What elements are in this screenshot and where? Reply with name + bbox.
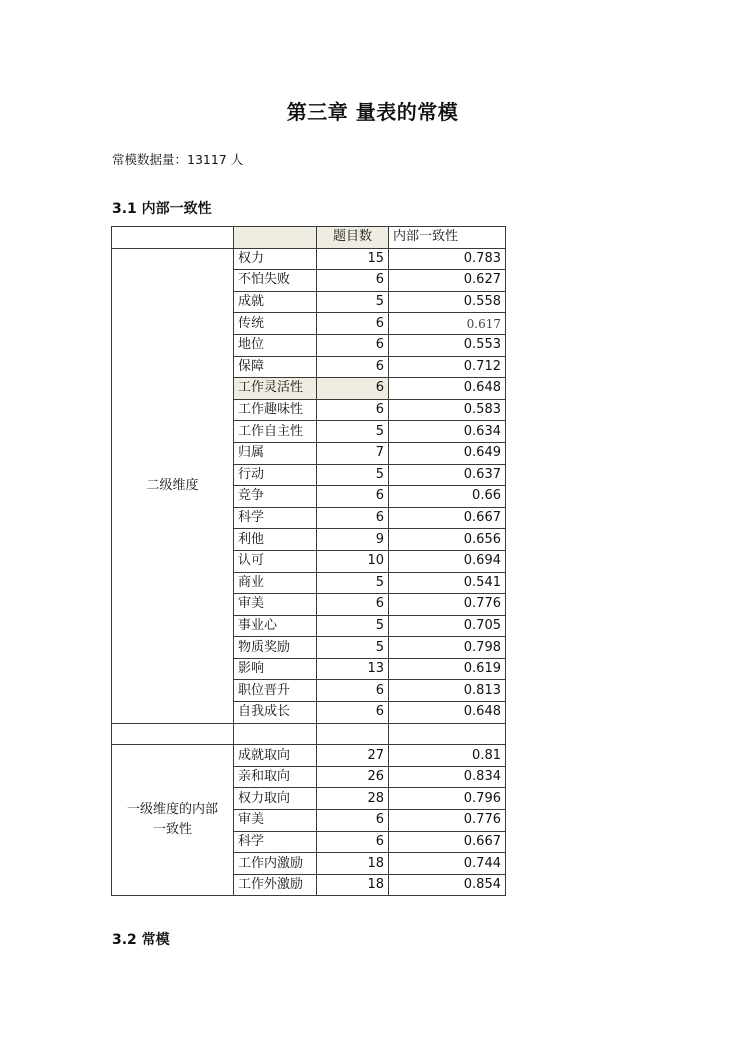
dimension-name-cell: 物质奖励	[234, 637, 317, 659]
dimension-name-cell: 成就取向	[234, 745, 317, 767]
dimension-name-cell: 工作内激励	[234, 853, 317, 875]
item-count-cell: 18	[317, 853, 389, 875]
header-items-cell: 题目数	[317, 227, 389, 249]
internal-consistency-table	[111, 226, 506, 896]
alpha-cell: 0.656	[389, 529, 506, 551]
dimension-name-cell: 竞争	[234, 486, 317, 508]
alpha-cell: 0.81	[389, 745, 506, 767]
item-count-cell: 6	[317, 831, 389, 853]
dimension-name-cell: 工作趣味性	[234, 399, 317, 421]
alpha-cell: 0.648	[389, 702, 506, 724]
alpha-cell: 0.744	[389, 853, 506, 875]
dimension-name-cell: 工作灵活性	[234, 378, 317, 400]
alpha-cell: 0.634	[389, 421, 506, 443]
alpha-cell: 0.648	[389, 378, 506, 400]
table-spacer-row	[112, 723, 506, 745]
empty-cell	[317, 723, 389, 745]
item-count-cell: 5	[317, 291, 389, 313]
dimension-name-cell: 自我成长	[234, 702, 317, 724]
item-count-cell: 5	[317, 464, 389, 486]
alpha-cell: 0.66	[389, 486, 506, 508]
alpha-cell: 0.776	[389, 810, 506, 832]
item-count-cell: 6	[317, 507, 389, 529]
dimension-name-cell: 利他	[234, 529, 317, 551]
item-count-cell: 26	[317, 766, 389, 788]
dimension-name-cell: 保障	[234, 356, 317, 378]
alpha-cell: 0.813	[389, 680, 506, 702]
alpha-cell: 0.783	[389, 248, 506, 270]
item-count-cell: 28	[317, 788, 389, 810]
dimension-name-cell: 工作自主性	[234, 421, 317, 443]
header-name-cell	[234, 227, 317, 249]
dimension-name-cell: 权力取向	[234, 788, 317, 810]
group-label-line: 一级维度的内部	[126, 802, 218, 818]
alpha-cell: 0.667	[389, 507, 506, 529]
item-count-cell: 6	[317, 680, 389, 702]
item-count-cell: 6	[317, 378, 389, 400]
item-count-cell: 6	[317, 313, 389, 335]
dimension-name-cell: 科学	[234, 831, 317, 853]
dimension-name-cell: 认可	[234, 550, 317, 572]
table-body	[112, 227, 506, 896]
empty-cell	[234, 723, 317, 745]
alpha-cell: 0.798	[389, 637, 506, 659]
item-count-cell: 10	[317, 550, 389, 572]
dimension-name-cell: 审美	[234, 594, 317, 616]
item-count-cell: 15	[317, 248, 389, 270]
alpha-cell: 0.705	[389, 615, 506, 637]
alpha-cell: 0.541	[389, 572, 506, 594]
item-count-cell: 9	[317, 529, 389, 551]
item-count-cell: 6	[317, 399, 389, 421]
dimension-name-cell: 审美	[234, 810, 317, 832]
primary-dimension-group-cell	[112, 745, 234, 896]
item-count-cell: 6	[317, 810, 389, 832]
alpha-cell: 0.583	[389, 399, 506, 421]
dimension-name-cell: 不怕失败	[234, 270, 317, 292]
item-count-cell: 5	[317, 421, 389, 443]
dimension-name-cell: 科学	[234, 507, 317, 529]
alpha-cell: 0.776	[389, 594, 506, 616]
item-count-cell: 5	[317, 615, 389, 637]
item-count-cell: 6	[317, 334, 389, 356]
dimension-name-cell: 商业	[234, 572, 317, 594]
item-count-cell: 5	[317, 637, 389, 659]
table-row	[112, 745, 506, 767]
alpha-cell: 0.854	[389, 874, 506, 896]
alpha-cell: 0.796	[389, 788, 506, 810]
alpha-cell: 0.834	[389, 766, 506, 788]
item-count-cell: 27	[317, 745, 389, 767]
alpha-cell: 0.649	[389, 442, 506, 464]
norm-sample-size: 常模数据量：13117 人	[112, 152, 244, 167]
item-count-cell: 6	[317, 702, 389, 724]
header-alpha-cell: 内部一致性	[389, 227, 506, 249]
section-heading-norms: 3.2 常模	[112, 932, 170, 948]
item-count-cell: 18	[317, 874, 389, 896]
section-heading-internal-consistency: 3.1 内部一致性	[112, 201, 212, 217]
dimension-name-cell: 事业心	[234, 615, 317, 637]
dimension-name-cell: 职位晋升	[234, 680, 317, 702]
alpha-cell: 0.558	[389, 291, 506, 313]
dimension-name-cell: 权力	[234, 248, 317, 270]
item-count-cell: 6	[317, 356, 389, 378]
item-count-cell: 6	[317, 594, 389, 616]
item-count-cell: 13	[317, 658, 389, 680]
item-count-cell: 5	[317, 572, 389, 594]
chapter-title: 第三章 量表的常模	[286, 100, 459, 124]
dimension-name-cell: 行动	[234, 464, 317, 486]
group-label-line: 一致性	[152, 822, 192, 838]
empty-cell	[112, 723, 234, 745]
alpha-cell: 0.712	[389, 356, 506, 378]
secondary-dimension-group-cell: 二级维度	[112, 248, 234, 723]
dimension-name-cell: 成就	[234, 291, 317, 313]
alpha-cell: 0.667	[389, 831, 506, 853]
item-count-cell: 6	[317, 270, 389, 292]
dimension-name-cell: 地位	[234, 334, 317, 356]
dimension-name-cell: 影响	[234, 658, 317, 680]
item-count-cell: 6	[317, 486, 389, 508]
dimension-name-cell: 工作外激励	[234, 874, 317, 896]
alpha-cell: 0.627	[389, 270, 506, 292]
alpha-cell: 0.619	[389, 658, 506, 680]
alpha-cell: 0.617	[389, 313, 506, 335]
dimension-name-cell: 亲和取向	[234, 766, 317, 788]
empty-cell	[389, 723, 506, 745]
header-group-cell	[112, 227, 234, 249]
table-row	[112, 248, 506, 270]
alpha-cell: 0.694	[389, 550, 506, 572]
table-header-row	[112, 227, 506, 249]
dimension-name-cell: 传统	[234, 313, 317, 335]
dimension-name-cell: 归属	[234, 442, 317, 464]
alpha-cell: 0.553	[389, 334, 506, 356]
item-count-cell: 7	[317, 442, 389, 464]
alpha-cell: 0.637	[389, 464, 506, 486]
